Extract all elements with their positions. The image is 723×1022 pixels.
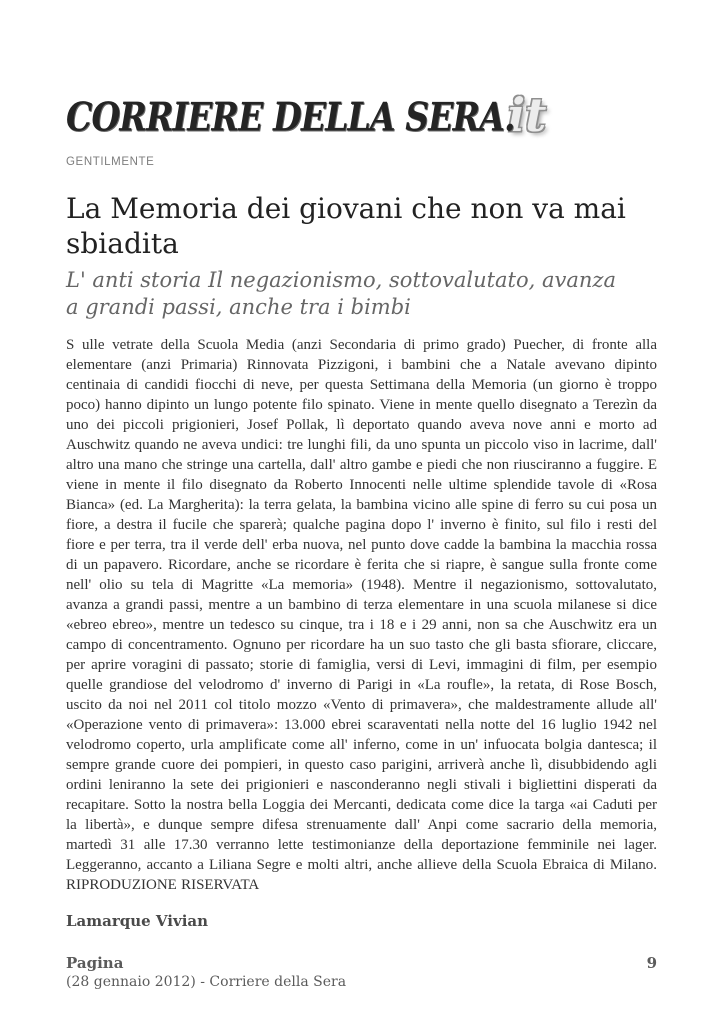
article-title: La Memoria dei giovani che non va mai sbiadita — [66, 192, 626, 260]
logo-wordmark: CORRIERE DELLA SERA. — [66, 94, 515, 140]
article-footer — [66, 954, 657, 990]
source-date-line: (28 gennaio 2012) - Corriere della Sera — [66, 974, 347, 990]
footer-row — [66, 954, 657, 972]
logo-it-suffix: it — [507, 88, 547, 142]
kicker-label: GENTILMENTE — [66, 156, 155, 168]
corriere-della-sera-logo[interactable] — [66, 88, 657, 142]
masthead — [66, 88, 657, 168]
page-number: 9 — [646, 954, 657, 972]
article-body: S ulle vetrate della Scuola Media (anzi Secondaria di primo grado) Puecher, di fronte alla elementare (anzi Primaria) Rinnovata Pizzigoni, i bambini che a Natale avevano dipinto centinaia di candidi fiocchi di neve, per questa Settimana della Memoria (un giorno è troppo poco) hanno dipinto un lungo potente filo spinato. Viene in mente quello disegnato a Terezìn da uno dei piccoli prigionieri, Josef Pollak, lì deportato quando aveva nove anni e morto ad Auschwitz quando ne aveva undici: tre lunghi fili, da uno spunta un piccolo viso in lacrime, dall' altro una mano che stringe una cartella, dall' altro gambe e piedi che non riusciranno a fuggire. E viene in mente il filo disegnato da Roberto Innocenti nelle ultime splendide tavole di «Rosa Bianca» (ed. La Margherita): la terra gelata, la bambina vicino alle spine di ferro su cui posa un fiore, a destra il fucile che sparerà; qualche pagina dopo l' inverno è finito, sul filo i resti del fiore e per terra, tra il verde dell' erba nuova, nel punto dove cadde la bambina la macchia rossa di un papavero. Ricordare, anche se ricordare è ferita che si riapre, è sangue sulla fronte come nell' olio su tela di Magritte «La memoria» (1948). Mentre il negazionismo, sottovalutato, avanza a grandi passi, mentre a un bambino di terza elementare in una scuola milanese si dice «ebreo ebreo», mentre un tedesco su cinque, tra i 18 e i 29 anni, non sa che Auschwitz era un campo di concentramento. Ognuno per ricordare ha un suo tasto che gli basta sfiorare, cliccare, per aprire voragini di passato; storie di famiglia, versi di Levi, immagini di film, per esempio quelle grandiose del velodromo d' inverno di Parigi in «La roufle», la retata, di Rose Bosch, uscito da noi nel 2011 col titolo mozzo «Vento di primavera», che maldestramente allude all' «Operazione vento di primavera»: 13.000 ebrei scaraventati nella notte del 16 luglio 1942 nel velodromo coperto, urla amplificate come all' inferno, come in un' infuocata bolgia dantesca; il sempre grande cuore dei pompieri, in questo caso parigini, arriverà anche lì, disubbidendo agli ordini leniranno la sete dei prigionieri e nasconderanno negli stivali i bigliettini disperati da recapitare. Sotto la nostra bella Loggia dei Mercanti, dedicata come dice la targa «ai Caduti per la libertà», e dunque sempre difesa strenuamente dall' Anpi come sacrario della memoria, martedì 31 alle 17.30 verranno lette testimonianze della deportazione femminile nei lager. Leggeranno, accanto a Liliana Segre e molti altri, anche allieve della Scuola Ebraica di Milano. RIPRODUZIONE RISERVATA — [66, 337, 657, 893]
article-subtitle: L' anti storia Il negazionismo, sottovalutato, avanza a grandi passi, anche tra i bimbi — [66, 268, 616, 319]
article-author: Lamarque Vivian — [66, 912, 209, 930]
article — [66, 191, 657, 930]
page-label: Pagina — [66, 954, 124, 972]
